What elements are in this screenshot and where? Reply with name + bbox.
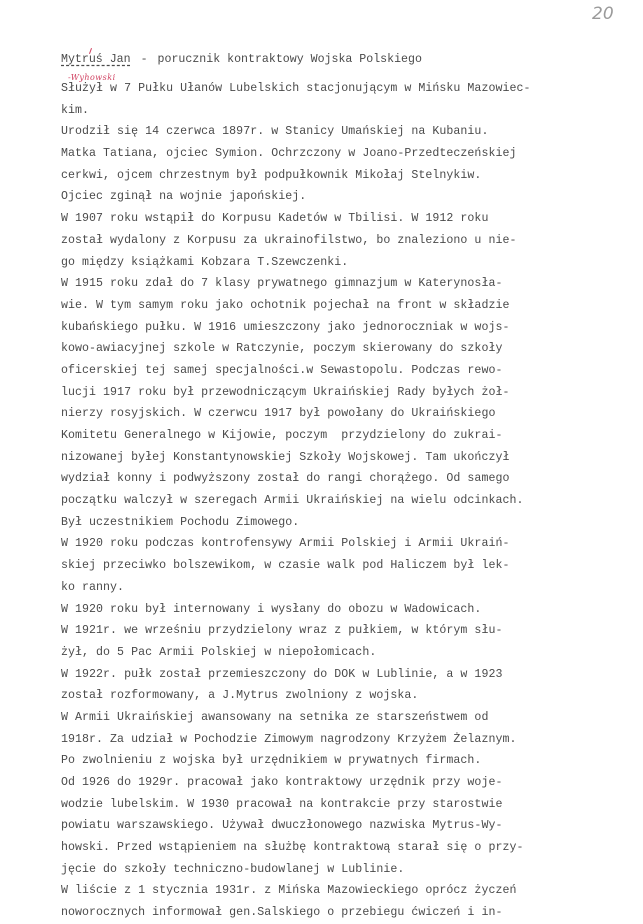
text-line: go między książkami Kobzara T.Szewczenki. — [61, 255, 349, 269]
text-line: Matka Tatiana, ojciec Symion. Ochrzczony w Joano-Przedteczeńskiej — [61, 147, 517, 161]
document-body — [61, 78, 631, 924]
text-line: kubańskiego pułku. W 1916 umieszczony jako jednoroczniak w wojs- — [61, 320, 510, 334]
handwritten-annotation: -Wyhowski — [68, 73, 116, 82]
text-line: 1918r. Za udział w Pochodzie Zimowym nagrodzony Krzyżem Żelaznym. — [61, 732, 517, 746]
text-line: skiej przeciwko bolszewikom, w czasie walk pod Haliczem był lek- — [61, 559, 510, 573]
text-line: został wydalony z Korpusu za ukrainofilstwo, bo znaleziono u nie- — [61, 233, 517, 247]
text-line: nizowanej byłej Konstantynowskiej Szkoły Wojskowej. Tam ukończył — [61, 450, 510, 464]
text-line: oficerskiej tej samej specjalności.w Sewastopolu. Podczas rewo- — [61, 363, 503, 377]
text-line: W 1915 roku zdał do 7 klasy prywatnego gimnazjum w Katerynosła- — [61, 277, 503, 291]
person-rank-title: porucznik kontraktowy Wojska Polskiego — [157, 53, 422, 66]
text-line: cerkwi, ojcem chrzestnym był podpułkownik Mikołaj Stelnykiw. — [61, 168, 482, 182]
text-line: powiatu warszawskiego. Używał dwuczłonowego nazwiska Mytrus-Wy- — [61, 819, 503, 833]
text-line: Ojciec zginął na wojnie japońskiej. — [61, 190, 307, 204]
text-line: początku walczył w szeregach Armii Ukraińskiej na wielu odcinkach. — [61, 494, 524, 508]
text-line: howski. Przed wstąpieniem na służbę kontraktową starał się o przy- — [61, 841, 524, 855]
text-line: noworocznych informował gen.Salskiego o przebiegu ćwiczeń i in- — [61, 906, 503, 920]
text-line: wie. W tym samym roku jako ochotnik pojechał na front w składzie — [61, 298, 510, 312]
text-line: Był uczestnikiem Pochodu Zimowego. — [61, 515, 300, 529]
text-line: żył, do 5 Pac Armii Polskiej w niepołomicach. — [61, 645, 377, 659]
text-line: W 1921r. we wrześniu przydzielony wraz z pułkiem, w którym słu- — [61, 624, 503, 638]
text-line: W 1920 roku podczas kontrofensywy Armii Polskiej i Armii Ukraiń- — [61, 537, 510, 551]
text-line: W 1920 roku był internowany i wysłany do obozu w Wadowicach. — [61, 602, 482, 616]
text-line: kowo-awiacyjnej szkole w Ratczynie, poczym skierowany do szkoły — [61, 342, 503, 356]
text-line: Od 1926 do 1929r. pracował jako kontraktowy urzędnik przy woje- — [61, 776, 503, 789]
text-line: W liście z 1 stycznia 1931r. z Mińska Mazowieckiego oprócz życzeń — [61, 884, 517, 898]
text-line: lucji 1917 roku był przewodniczącym Ukraińskiej Rady byłych żoł- — [61, 385, 510, 399]
document-header — [61, 53, 422, 67]
person-name: Mytruś Jan — [61, 53, 131, 66]
text-line: W Armii Ukraińskiej awansowany na setnika ze starszeństwem od — [61, 710, 489, 724]
page-number: 20 — [592, 4, 614, 24]
text-line: Komitetu Generalnego w Kijowie, poczym przydzielony do zukrai- — [61, 429, 503, 442]
text-line: W 1922r. pułk został przemieszczony do DOK w Lublinie, a w 1923 — [61, 667, 503, 681]
text-line: Służył w 7 Pułku Ułanów Lubelskich stacjonującym w Mińsku Mazowiec- — [61, 82, 531, 95]
text-line: jęcie do szkoły techniczno-budowlanej w Lublinie. — [61, 862, 405, 876]
text-line: wydział konny i podwyższony został do rangi chorążego. Od samego — [61, 472, 510, 486]
text-line: ko ranny. — [61, 580, 125, 594]
text-line: został rozformowany, a J.Mytrus zwolniony z wojska. — [61, 689, 419, 703]
text-line: Urodził się 14 czerwca 1897r. w Stanicy Umańskiej na Kubaniu. — [61, 125, 489, 139]
text-line: wodzie lubelskim. W 1930 pracował na kontrakcie przy starostwie — [61, 797, 503, 811]
text-line: Po zwolnieniu z wojska był urzędnikiem w prywatnych firmach. — [61, 754, 482, 768]
header-dash: - — [140, 53, 148, 66]
text-line: kim. — [61, 103, 90, 117]
text-line: W 1907 roku wstąpił do Korpusu Kadetów w Tbilisi. W 1912 roku — [61, 212, 489, 226]
text-line: nierzy rosyjskich. W czerwcu 1917 był powołany do Ukraińskiego — [61, 407, 496, 421]
